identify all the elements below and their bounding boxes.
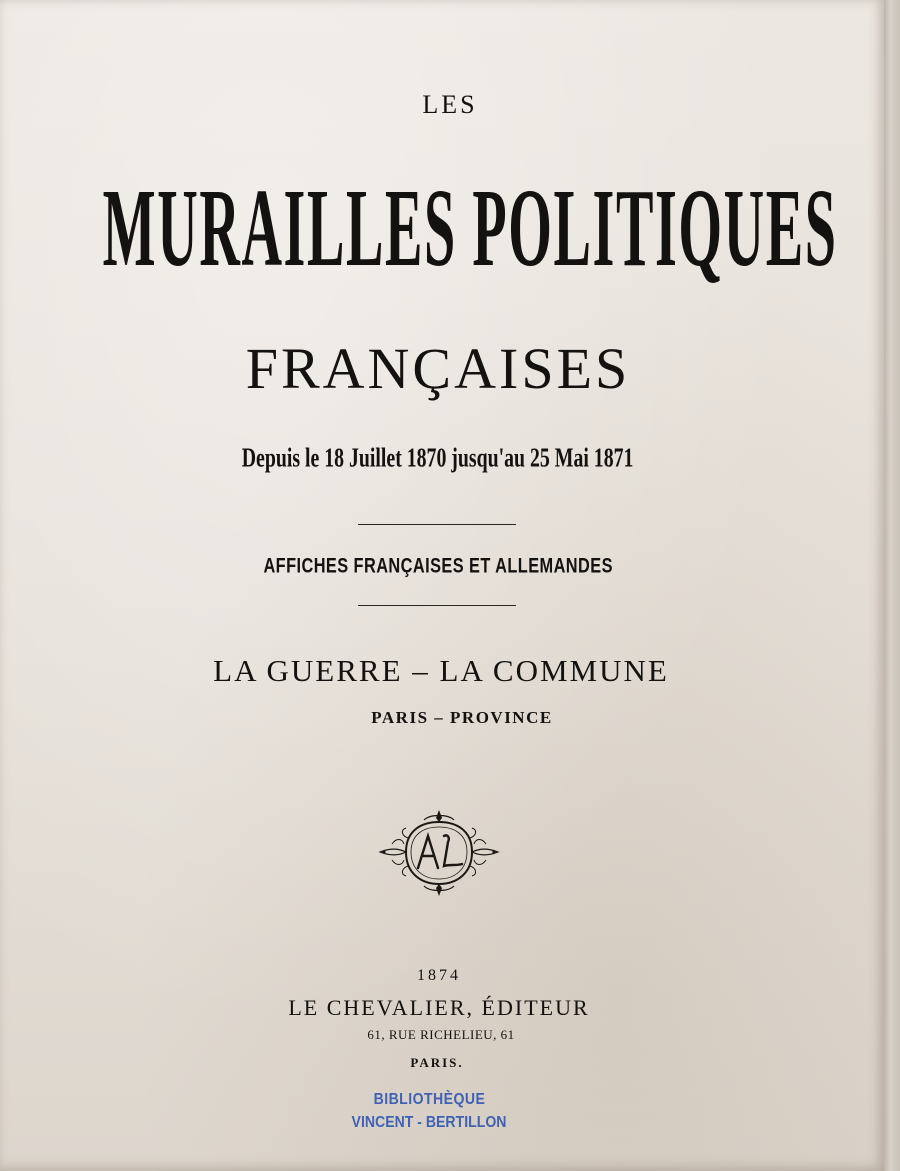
theme-heading: LA GUERRE – LA COMMUNE <box>213 653 669 688</box>
main-title-line-1 <box>0 165 883 290</box>
divider-rule-bottom <box>358 605 516 606</box>
date-range-text: Depuis le 18 Juillet 1870 jusqu'au 25 Mai 1871 <box>242 441 634 473</box>
publisher-address: 61, RUE RICHELIEU, 61 <box>367 1027 515 1042</box>
publisher-city: PARIS. <box>410 1055 464 1070</box>
library-stamp-line-2-text: VINCENT - BERTILLON <box>351 1114 507 1131</box>
subtitle-text: AFFICHES FRANÇAISES ET ALLEMANDES <box>263 554 613 578</box>
library-stamp-line-1 <box>0 1092 871 1108</box>
publisher-name: LE CHEVALIER, ÉDITEUR <box>288 995 590 1020</box>
places-heading: PARIS – PROVINCE <box>371 708 553 727</box>
main-title-line-1-text: MURAILLES POLITIQUES <box>102 165 838 290</box>
divider-rule-top <box>358 524 516 525</box>
al-monogram-ornament-icon <box>378 808 500 898</box>
main-title-line-2: FRANÇAISES <box>245 336 631 401</box>
article-les: LES <box>422 90 478 119</box>
library-stamp-line-1-text: BIBLIOTHÈQUE <box>373 1091 485 1108</box>
page-edge <box>884 0 900 1171</box>
subtitle <box>0 554 880 578</box>
publication-year: 1874 <box>417 967 461 984</box>
library-stamp-line-2 <box>0 1115 871 1131</box>
date-range <box>0 441 880 473</box>
